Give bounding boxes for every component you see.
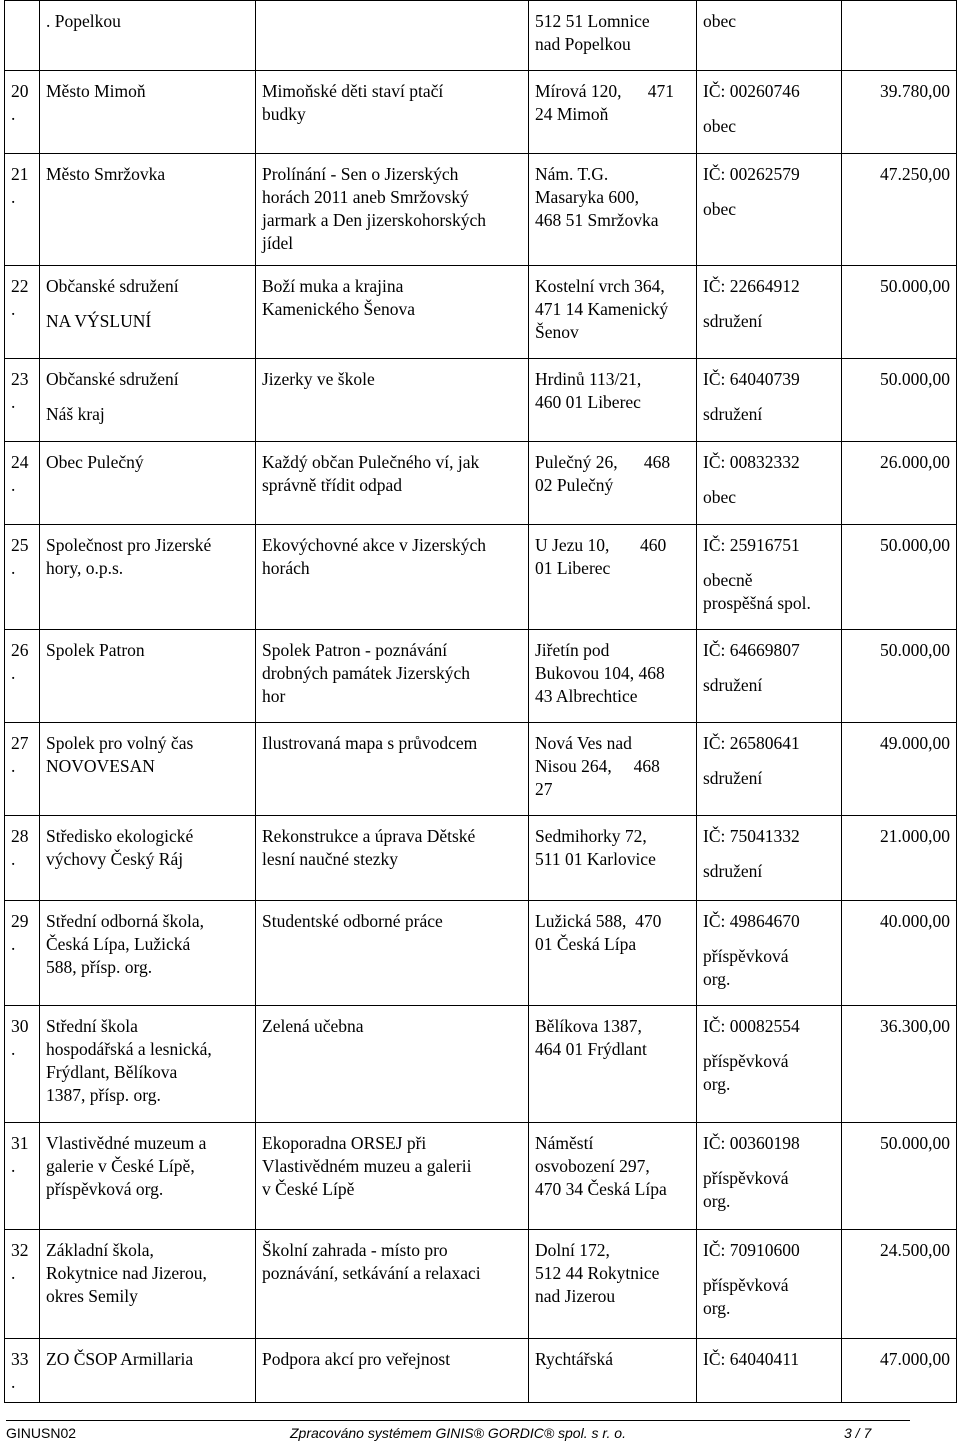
address-line: Sedmihorky 72, bbox=[535, 826, 647, 846]
grant-amount: 39.780,00 bbox=[880, 81, 950, 101]
legal-form: obec bbox=[703, 11, 737, 31]
address-line: osvobození 297, bbox=[535, 1156, 650, 1176]
amount-cell bbox=[842, 359, 957, 442]
legal-form: org. bbox=[703, 969, 731, 989]
applicant-cell bbox=[40, 266, 256, 359]
ico-cell bbox=[697, 71, 842, 154]
project-cell bbox=[256, 359, 529, 442]
ico-number: IČ: 25916751 bbox=[703, 535, 800, 555]
project-title: jarmark a Den jizerskohorských bbox=[262, 210, 487, 230]
grant-table bbox=[4, 0, 957, 1403]
project-title: horách bbox=[262, 558, 310, 578]
address-line: 27 bbox=[535, 779, 553, 799]
address-line: 460 01 Liberec bbox=[535, 392, 641, 412]
row-number: 28 bbox=[11, 826, 29, 846]
legal-form: org. bbox=[703, 1191, 731, 1211]
project-cell bbox=[256, 266, 529, 359]
address-line: Nová Ves nad bbox=[535, 733, 632, 753]
row-number-dot: . bbox=[11, 187, 16, 207]
grant-amount: 50.000,00 bbox=[880, 369, 950, 389]
project-cell bbox=[256, 1006, 529, 1123]
row-number: 29 bbox=[11, 911, 29, 931]
applicant-name: NOVOVESAN bbox=[46, 756, 155, 776]
applicant-cell bbox=[40, 154, 256, 266]
project-title: Studentské odborné práce bbox=[262, 911, 443, 931]
table-row bbox=[5, 525, 957, 630]
row-number-cell bbox=[5, 266, 40, 359]
ico-number: IČ: 26580641 bbox=[703, 733, 800, 753]
ico-number: IČ: 00360198 bbox=[703, 1133, 800, 1153]
applicant-name: Město Mimoň bbox=[46, 81, 146, 101]
address-cell bbox=[529, 1230, 697, 1339]
applicant-cell bbox=[40, 816, 256, 901]
amount-cell bbox=[842, 71, 957, 154]
project-title: Boží muka a krajina bbox=[262, 276, 404, 296]
address-line: Rychtářská bbox=[535, 1349, 614, 1369]
address-line: 24 Mimoň bbox=[535, 104, 609, 124]
legal-form: obec bbox=[703, 487, 737, 507]
amount-cell bbox=[842, 525, 957, 630]
legal-form: prospěšná spol. bbox=[703, 593, 811, 613]
row-number-cell bbox=[5, 442, 40, 525]
legal-form: obec bbox=[703, 116, 737, 136]
ico-number: IČ: 75041332 bbox=[703, 826, 800, 846]
ico-number: IČ: 00260746 bbox=[703, 81, 800, 101]
ico-number: IČ: 00262579 bbox=[703, 164, 800, 184]
address-line: Bukovou 104, 468 bbox=[535, 663, 665, 683]
address-cell bbox=[529, 266, 697, 359]
table-row bbox=[5, 1123, 957, 1230]
ico-cell bbox=[697, 1230, 842, 1339]
row-number: 26 bbox=[11, 640, 29, 660]
project-title: Mimoňské děti staví ptačí bbox=[262, 81, 444, 101]
address-line: 02 Pulečný bbox=[535, 475, 614, 495]
address-line: U Jezu 10, 460 bbox=[535, 535, 667, 555]
applicant-cell bbox=[40, 71, 256, 154]
grant-amount: 40.000,00 bbox=[880, 911, 950, 931]
ico-number: IČ: 64040411 bbox=[703, 1349, 800, 1369]
project-title: Podpora akcí pro veřejnost bbox=[262, 1349, 451, 1369]
row-number: 31 bbox=[11, 1133, 29, 1153]
row-number-dot: . bbox=[11, 934, 16, 954]
ico-number: IČ: 00832332 bbox=[703, 452, 800, 472]
applicant-name: Středisko ekologické bbox=[46, 826, 194, 846]
legal-form: obecně bbox=[703, 570, 753, 590]
address-line: 43 Albrechtice bbox=[535, 686, 638, 706]
applicant-cell bbox=[40, 630, 256, 723]
grant-amount: 36.300,00 bbox=[880, 1016, 950, 1036]
row-number: 22 bbox=[11, 276, 29, 296]
row-number-dot: . bbox=[11, 1263, 16, 1283]
legal-form: sdružení bbox=[703, 768, 763, 788]
address-line: Jiřetín pod bbox=[535, 640, 610, 660]
address-line: Mírová 120, 471 bbox=[535, 81, 675, 101]
ico-cell bbox=[697, 1, 842, 71]
row-number: 24 bbox=[11, 452, 29, 472]
address-line: 468 51 Smržovka bbox=[535, 210, 659, 230]
amount-cell bbox=[842, 1230, 957, 1339]
project-title: v České Lípě bbox=[262, 1179, 355, 1199]
applicant-name: Občanské sdružení bbox=[46, 276, 179, 296]
row-number-dot: . bbox=[11, 475, 16, 495]
row-number-cell bbox=[5, 1230, 40, 1339]
address-cell bbox=[529, 525, 697, 630]
row-number-dot: . bbox=[11, 756, 16, 776]
applicant-name: Město Smržovka bbox=[46, 164, 166, 184]
address-line: nad Popelkou bbox=[535, 34, 631, 54]
row-number-dot: . bbox=[11, 104, 16, 124]
project-title: Ekoporadna ORSEJ při bbox=[262, 1133, 427, 1153]
table-row bbox=[5, 71, 957, 154]
applicant-name: Česká Lípa, Lužická bbox=[46, 934, 191, 954]
address-line: 464 01 Frýdlant bbox=[535, 1039, 647, 1059]
applicant-cell bbox=[40, 1123, 256, 1230]
project-title: Jizerky ve škole bbox=[262, 369, 375, 389]
applicant-name: Střední škola bbox=[46, 1016, 138, 1036]
grant-amount: 21.000,00 bbox=[880, 826, 950, 846]
applicant-name: Spolek Patron bbox=[46, 640, 145, 660]
address-cell bbox=[529, 901, 697, 1006]
amount-cell bbox=[842, 901, 957, 1006]
project-title: Spolek Patron - poznávání bbox=[262, 640, 448, 660]
address-line: Masaryka 600, bbox=[535, 187, 640, 207]
table-row bbox=[5, 266, 957, 359]
applicant-name: Rokytnice nad Jizerou, bbox=[46, 1263, 207, 1283]
legal-form: sdružení bbox=[703, 861, 763, 881]
address-cell bbox=[529, 359, 697, 442]
row-number-dot: . bbox=[11, 392, 16, 412]
ico-cell bbox=[697, 816, 842, 901]
grant-table-body bbox=[5, 1, 957, 1403]
page-footer bbox=[6, 1420, 910, 1441]
address-line: Bělíkova 1387, bbox=[535, 1016, 642, 1036]
table-row bbox=[5, 359, 957, 442]
amount-cell bbox=[842, 816, 957, 901]
applicant-name: Vlastivědné muzeum a bbox=[46, 1133, 207, 1153]
grant-amount: 50.000,00 bbox=[880, 1133, 950, 1153]
address-line: nad Jizerou bbox=[535, 1286, 616, 1306]
amount-cell bbox=[842, 1123, 957, 1230]
address-line: Dolní 172, bbox=[535, 1240, 610, 1260]
project-cell bbox=[256, 71, 529, 154]
address-cell bbox=[529, 1339, 697, 1403]
grant-amount: 50.000,00 bbox=[880, 535, 950, 555]
project-title: horách 2011 aneb Smržovský bbox=[262, 187, 469, 207]
address-line: Nám. T.G. bbox=[535, 164, 609, 184]
row-number: 20 bbox=[11, 81, 29, 101]
applicant-name: Spolek pro volný čas bbox=[46, 733, 194, 753]
grant-amount: 50.000,00 bbox=[880, 640, 950, 660]
applicant-cell bbox=[40, 723, 256, 816]
row-number-cell bbox=[5, 630, 40, 723]
table-row bbox=[5, 723, 957, 816]
project-title: poznávání, setkávání a relaxaci bbox=[262, 1263, 481, 1283]
project-cell bbox=[256, 154, 529, 266]
project-title: drobných památek Jizerských bbox=[262, 663, 470, 683]
amount-cell bbox=[842, 1, 957, 71]
applicant-name: hory, o.p.s. bbox=[46, 558, 124, 578]
table-row bbox=[5, 154, 957, 266]
address-cell bbox=[529, 154, 697, 266]
applicant-name: Společnost pro Jizerské bbox=[46, 535, 212, 555]
address-line: 511 01 Karlovice bbox=[535, 849, 656, 869]
row-number: 21 bbox=[11, 164, 29, 184]
row-number-dot: . bbox=[11, 1372, 16, 1392]
ico-cell bbox=[697, 630, 842, 723]
footer-page-number: 3 / 7 bbox=[844, 1425, 872, 1441]
applicant-name: Občanské sdružení bbox=[46, 369, 179, 389]
applicant-name: hospodářská a lesnická, bbox=[46, 1039, 212, 1059]
address-line: Nisou 264, 468 bbox=[535, 756, 660, 776]
applicant-cell bbox=[40, 1006, 256, 1123]
applicant-cell bbox=[40, 1339, 256, 1403]
applicant-name: Obec Pulečný bbox=[46, 452, 144, 472]
row-number: 25 bbox=[11, 535, 29, 555]
ico-number: IČ: 49864670 bbox=[703, 911, 800, 931]
row-number: 32 bbox=[11, 1240, 29, 1260]
address-cell bbox=[529, 1123, 697, 1230]
table-row bbox=[5, 630, 957, 723]
ico-number: IČ: 64040739 bbox=[703, 369, 800, 389]
row-number-cell bbox=[5, 71, 40, 154]
applicant-cell bbox=[40, 1, 256, 71]
applicant-cell bbox=[40, 525, 256, 630]
table-row bbox=[5, 1, 957, 71]
grant-amount: 49.000,00 bbox=[880, 733, 950, 753]
address-line: Lužická 588, 470 bbox=[535, 911, 662, 931]
amount-cell bbox=[842, 1339, 957, 1403]
applicant-cell bbox=[40, 901, 256, 1006]
row-number: 27 bbox=[11, 733, 29, 753]
address-cell bbox=[529, 723, 697, 816]
project-cell bbox=[256, 1123, 529, 1230]
row-number-cell bbox=[5, 1006, 40, 1123]
amount-cell bbox=[842, 442, 957, 525]
row-number: 30 bbox=[11, 1016, 29, 1036]
ico-number: IČ: 70910600 bbox=[703, 1240, 800, 1260]
project-title: hor bbox=[262, 686, 286, 706]
applicant-name: 1387, přísp. org. bbox=[46, 1085, 161, 1105]
project-cell bbox=[256, 816, 529, 901]
grant-amount: 47.250,00 bbox=[880, 164, 950, 184]
address-line: 01 Liberec bbox=[535, 558, 611, 578]
project-title: Ilustrovaná mapa s průvodcem bbox=[262, 733, 478, 753]
project-title: Rekonstrukce a úprava Dětské bbox=[262, 826, 476, 846]
applicant-name: Frýdlant, Bělíkova bbox=[46, 1062, 178, 1082]
applicant-subname: Náš kraj bbox=[46, 404, 105, 424]
address-cell bbox=[529, 1006, 697, 1123]
applicant-name: okres Semily bbox=[46, 1286, 138, 1306]
legal-form: sdružení bbox=[703, 675, 763, 695]
legal-form: příspěvková bbox=[703, 1275, 789, 1295]
table-row bbox=[5, 1006, 957, 1123]
table-row bbox=[5, 901, 957, 1006]
applicant-name: příspěvková org. bbox=[46, 1179, 164, 1199]
project-cell bbox=[256, 1230, 529, 1339]
address-line: Kostelní vrch 364, bbox=[535, 276, 665, 296]
applicant-cell bbox=[40, 442, 256, 525]
row-number: 23 bbox=[11, 369, 29, 389]
row-number-dot: . bbox=[11, 299, 16, 319]
ico-cell bbox=[697, 1006, 842, 1123]
project-title: Ekovýchovné akce v Jizerských bbox=[262, 535, 487, 555]
footer-document-code: GINUSN02 bbox=[6, 1425, 77, 1441]
project-cell bbox=[256, 630, 529, 723]
ico-cell bbox=[697, 442, 842, 525]
ico-number: IČ: 64669807 bbox=[703, 640, 800, 660]
project-title: Školní zahrada - místo pro bbox=[262, 1240, 448, 1260]
project-title: Každý občan Pulečného ví, jak bbox=[262, 452, 480, 472]
project-cell bbox=[256, 901, 529, 1006]
applicant-subname: NA VÝSLUNÍ bbox=[46, 311, 152, 331]
address-line: 512 44 Rokytnice bbox=[535, 1263, 660, 1283]
row-number-cell bbox=[5, 1, 40, 71]
applicant-name: Základní škola, bbox=[46, 1240, 154, 1260]
address-line: Pulečný 26, 468 bbox=[535, 452, 671, 472]
ico-cell bbox=[697, 723, 842, 816]
row-number-cell bbox=[5, 154, 40, 266]
row-number-dot: . bbox=[11, 1156, 16, 1176]
project-title: Vlastivědném muzeu a galerii bbox=[262, 1156, 472, 1176]
amount-cell bbox=[842, 266, 957, 359]
address-cell bbox=[529, 630, 697, 723]
ico-cell bbox=[697, 901, 842, 1006]
project-cell bbox=[256, 442, 529, 525]
legal-form: příspěvková bbox=[703, 1168, 789, 1188]
applicant-name: výchovy Český Ráj bbox=[46, 849, 184, 869]
project-title: Kamenického Šenova bbox=[262, 299, 416, 319]
amount-cell bbox=[842, 154, 957, 266]
row-number-dot: . bbox=[11, 1039, 16, 1059]
row-number-cell bbox=[5, 723, 40, 816]
ico-cell bbox=[697, 1123, 842, 1230]
applicant-name: Střední odborná škola, bbox=[46, 911, 204, 931]
applicant-name: ZO ČSOP Armillaria bbox=[46, 1349, 194, 1369]
applicant-cell bbox=[40, 359, 256, 442]
table-row bbox=[5, 1339, 957, 1403]
project-title: jídel bbox=[262, 233, 294, 253]
grant-amount: 26.000,00 bbox=[880, 452, 950, 472]
footer-system-note: Zpracováno systémem GINIS® GORDIC® spol. s r. o. bbox=[290, 1425, 626, 1441]
address-line: 471 14 Kamenický bbox=[535, 299, 669, 319]
project-title: budky bbox=[262, 104, 306, 124]
address-line: Hrdinů 113/21, bbox=[535, 369, 642, 389]
grant-amount: 24.500,00 bbox=[880, 1240, 950, 1260]
project-title: lesní naučné stezky bbox=[262, 849, 399, 869]
address-cell bbox=[529, 442, 697, 525]
address-line: 512 51 Lomnice bbox=[535, 11, 650, 31]
project-title: správně třídit odpad bbox=[262, 475, 402, 495]
applicant-name: galerie v České Lípě, bbox=[46, 1156, 195, 1176]
legal-form: org. bbox=[703, 1298, 731, 1318]
address-line: Šenov bbox=[535, 322, 579, 342]
row-number-cell bbox=[5, 1123, 40, 1230]
grant-amount: 47.000,00 bbox=[880, 1349, 950, 1369]
legal-form: příspěvková bbox=[703, 1051, 789, 1071]
legal-form: obec bbox=[703, 199, 737, 219]
legal-form: příspěvková bbox=[703, 946, 789, 966]
row-number-dot: . bbox=[11, 849, 16, 869]
row-number-cell bbox=[5, 359, 40, 442]
project-title: Zelená učebna bbox=[262, 1016, 364, 1036]
legal-form: sdružení bbox=[703, 404, 763, 424]
applicant-name: 588, přísp. org. bbox=[46, 957, 153, 977]
applicant-cell bbox=[40, 1230, 256, 1339]
amount-cell bbox=[842, 1006, 957, 1123]
legal-form: sdružení bbox=[703, 311, 763, 331]
legal-form: org. bbox=[703, 1074, 731, 1094]
project-cell bbox=[256, 525, 529, 630]
ico-cell bbox=[697, 266, 842, 359]
project-cell bbox=[256, 1339, 529, 1403]
address-line: 470 34 Česká Lípa bbox=[535, 1179, 667, 1199]
row-number: 33 bbox=[11, 1349, 29, 1369]
row-number-dot: . bbox=[11, 663, 16, 683]
address-line: 01 Česká Lípa bbox=[535, 934, 637, 954]
address-cell bbox=[529, 816, 697, 901]
ico-number: IČ: 00082554 bbox=[703, 1016, 800, 1036]
ico-number: IČ: 22664912 bbox=[703, 276, 800, 296]
row-number-cell bbox=[5, 901, 40, 1006]
project-cell bbox=[256, 723, 529, 816]
applicant-name: . Popelkou bbox=[46, 11, 121, 31]
row-number-dot: . bbox=[11, 558, 16, 578]
amount-cell bbox=[842, 630, 957, 723]
table-row bbox=[5, 1230, 957, 1339]
ico-cell bbox=[697, 154, 842, 266]
row-number-cell bbox=[5, 525, 40, 630]
ico-cell bbox=[697, 525, 842, 630]
address-cell bbox=[529, 71, 697, 154]
table-row bbox=[5, 442, 957, 525]
ico-cell bbox=[697, 1339, 842, 1403]
grant-amount: 50.000,00 bbox=[880, 276, 950, 296]
amount-cell bbox=[842, 723, 957, 816]
address-line: Náměstí bbox=[535, 1133, 594, 1153]
address-cell bbox=[529, 1, 697, 71]
row-number-cell bbox=[5, 1339, 40, 1403]
row-number-cell bbox=[5, 816, 40, 901]
ico-cell bbox=[697, 359, 842, 442]
table-row bbox=[5, 816, 957, 901]
project-cell bbox=[256, 1, 529, 71]
project-title: Prolínání - Sen o Jizerských bbox=[262, 164, 459, 184]
